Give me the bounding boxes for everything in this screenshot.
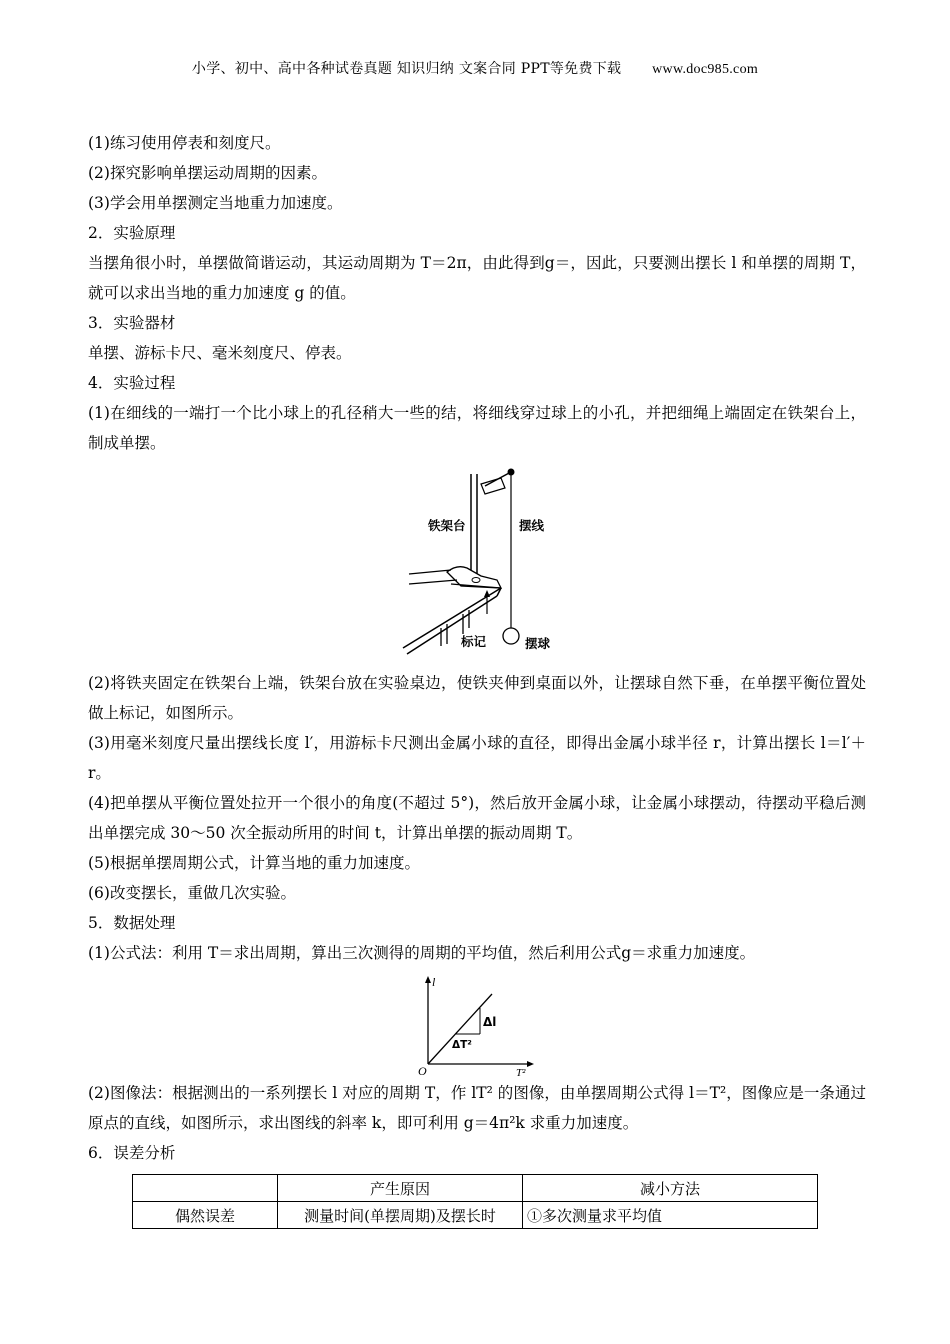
section-heading-principle: 2．实验原理 bbox=[88, 224, 176, 242]
table-row bbox=[133, 1202, 818, 1229]
fit-line bbox=[428, 994, 492, 1064]
middle-section bbox=[88, 668, 866, 968]
objective-2: (2)探究影响单摆运动周期的因素。 bbox=[88, 164, 327, 182]
objective-1: (1)练习使用停表和刻度尺。 bbox=[88, 134, 281, 152]
table-header-cell: 减小方法 bbox=[523, 1175, 818, 1202]
table-cell: ①多次测量求平均值 bbox=[523, 1202, 818, 1229]
x-axis-label: T² bbox=[516, 1067, 526, 1079]
header-url[interactable]: www.doc985.com bbox=[652, 62, 759, 77]
origin-label: O bbox=[418, 1064, 427, 1078]
label-mark: 标记 bbox=[461, 634, 487, 649]
graph-method: (2)图像法：根据测出的一系列摆长 l 对应的周期 T，作 lT² 的图像，由单摆周期公式得 l＝T²，图像应是一条通过原点的直线，如图所示，求出图线的斜率 k，即可利用 g＝4π²k 求重力加速度。 bbox=[88, 1084, 866, 1132]
procedure-step-4: (4)把单摆从平衡位置处拉开一个很小的角度(不超过 5°)，然后放开金属小球，让金属小球摆动，待摆动平稳后测出单摆完成 30～50 次全振动所用的时间 t，计算出单摆的振动周期 T。 bbox=[88, 794, 866, 842]
label-ball: 摆球 bbox=[525, 636, 551, 651]
table-header-cell bbox=[133, 1175, 278, 1202]
procedure-step-6: (6)改变摆长，重做几次实验。 bbox=[88, 884, 296, 902]
label-string: 摆线 bbox=[519, 518, 545, 533]
procedure-step-5: (5)根据单摆周期公式，计算当地的重力加速度。 bbox=[88, 854, 420, 872]
pendulum-ball bbox=[503, 628, 519, 644]
table-cell: 测量时间(单摆周期)及摆长时 bbox=[278, 1202, 523, 1229]
formula-method: (1)公式法：利用 T＝求出周期，算出三次测得的周期的平均值，然后利用公式g＝求重力加速度。 bbox=[88, 944, 756, 962]
equipment-text: 单摆、游标卡尺、毫米刻度尺、停表。 bbox=[88, 344, 352, 362]
principle-text: 当摆角很小时，单摆做简谐运动，其运动周期为 T＝2π，由此得到g＝，因此，只要测出摆长 l 和单摆的周期 T，就可以求出当地的重力加速度 g 的值。 bbox=[88, 254, 866, 302]
section-heading-equipment: 3．实验器材 bbox=[88, 314, 176, 332]
y-axis-label: l bbox=[432, 975, 436, 989]
header-text: 小学、初中、高中各种试卷真题 知识归纳 文案合同 PPT等免费下载 bbox=[191, 61, 622, 77]
label-iron-stand: 铁架台 bbox=[428, 518, 466, 533]
top-section bbox=[88, 128, 866, 458]
table-cell: 偶然误差 bbox=[133, 1202, 278, 1229]
delta-l-label: Δl bbox=[483, 1015, 497, 1029]
table-header-cell: 产生原因 bbox=[278, 1175, 523, 1202]
error-analysis-table bbox=[132, 1174, 818, 1229]
pendulum-apparatus-figure bbox=[401, 464, 551, 656]
objective-3: (3)学会用单摆测定当地重力加速度。 bbox=[88, 194, 343, 212]
page-header bbox=[0, 58, 950, 78]
delta-t2-label: ΔT² bbox=[452, 1039, 472, 1051]
l-vs-t2-graph bbox=[412, 974, 538, 1078]
procedure-step-3: (3)用毫米刻度尺量出摆线长度 l′，用游标卡尺测出金属小球的直径，即得出金属小球半径 r，计算出摆长 l＝l′＋r。 bbox=[88, 734, 866, 782]
table-header-row bbox=[133, 1175, 818, 1202]
procedure-step-2: (2)将铁夹固定在铁架台上端，铁架台放在实验桌边，使铁夹伸到桌面以外，让摆球自然下垂，在单摆平衡位置处做上标记，如图所示。 bbox=[88, 674, 866, 722]
section-heading-error: 6．误差分析 bbox=[88, 1144, 176, 1162]
bottom-section bbox=[88, 1078, 866, 1168]
procedure-step-1: (1)在细线的一端打一个比小球上的孔径稍大一些的结，将细线穿过球上的小孔，并把细绳上端固定在铁架台上，制成单摆。 bbox=[88, 404, 866, 452]
section-heading-data: 5．数据处理 bbox=[88, 914, 176, 932]
section-heading-procedure: 4．实验过程 bbox=[88, 374, 176, 392]
